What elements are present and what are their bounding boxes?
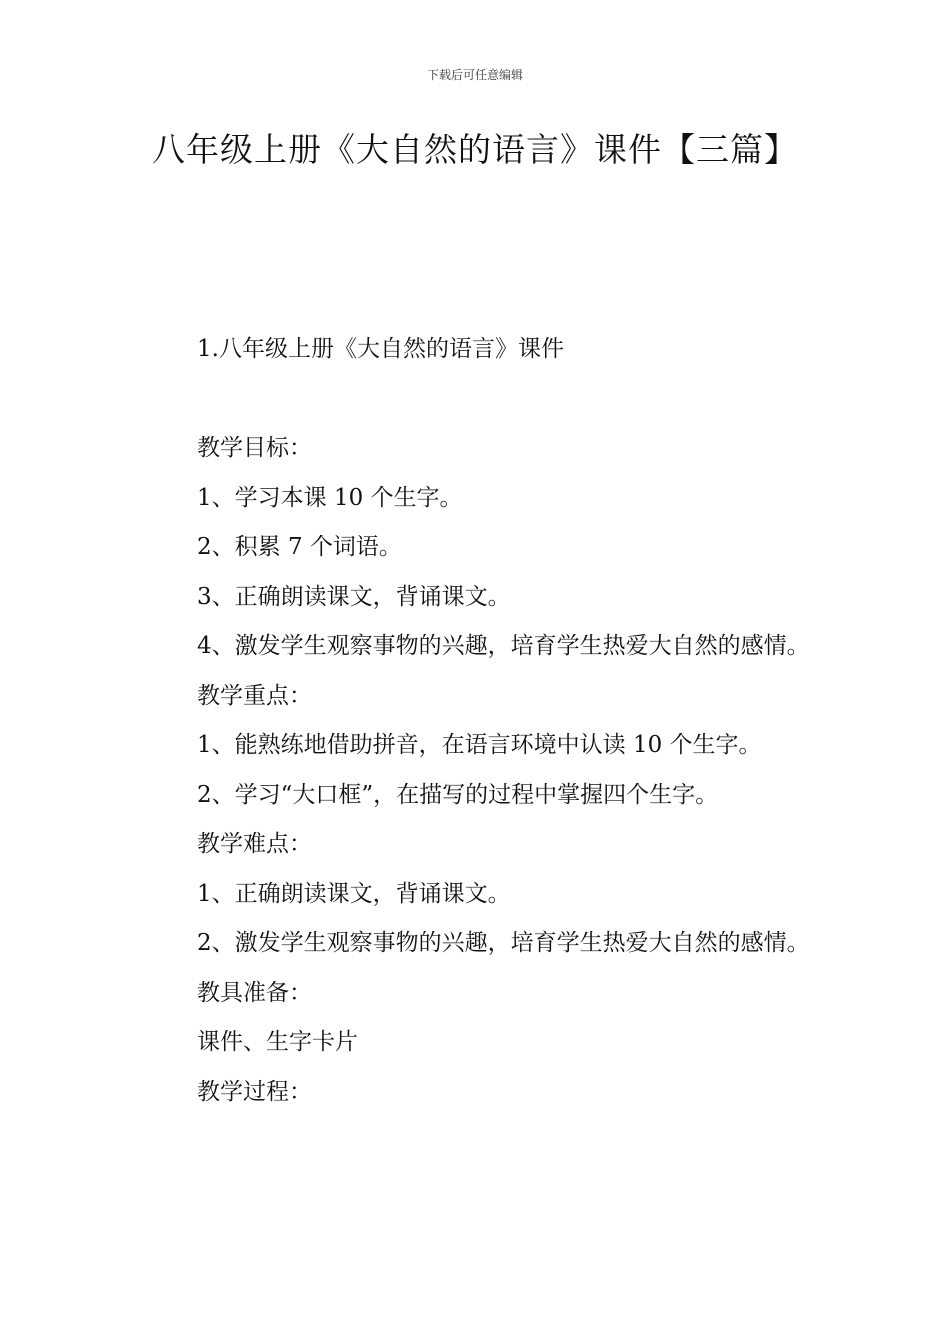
paragraph: 1、正确朗读课文，背诵课文。 xyxy=(197,880,511,907)
paragraph: 1、能熟练地借助拼音，在语言环境中认读 10 个生字。 xyxy=(197,732,762,758)
paragraph: 2、学习“大口框”，在描写的过程中掌握四个生字。 xyxy=(197,781,719,808)
document-title: 八年级上册《大自然的语言》课件【三篇】 xyxy=(152,130,798,169)
paragraph: 4、激发学生观察事物的兴趣，培育学生热爱大自然的感情。 xyxy=(197,633,810,659)
paragraph: 课件、生字卡片 xyxy=(197,1029,358,1055)
paragraph: 教学过程： xyxy=(197,1078,312,1105)
paragraph: 2、积累 7 个词语。 xyxy=(197,534,402,560)
section-heading: 1.八年级上册《大自然的语言》课件 xyxy=(197,336,564,362)
paragraph: 教学目标： xyxy=(197,435,312,461)
paragraph: 2、激发学生观察事物的兴趣，培育学生热爱大自然的感情。 xyxy=(197,930,810,956)
paragraph: 教具准备： xyxy=(197,979,312,1006)
header-note: 下载后可任意编辑 xyxy=(426,68,523,82)
paragraph: 3、正确朗读课文，背诵课文。 xyxy=(197,583,511,610)
paragraph: 教学难点： xyxy=(197,831,312,857)
paragraph: 1、学习本课 10 个生字。 xyxy=(197,484,463,511)
paragraph: 教学重点： xyxy=(197,682,312,709)
document-body xyxy=(145,424,810,1117)
